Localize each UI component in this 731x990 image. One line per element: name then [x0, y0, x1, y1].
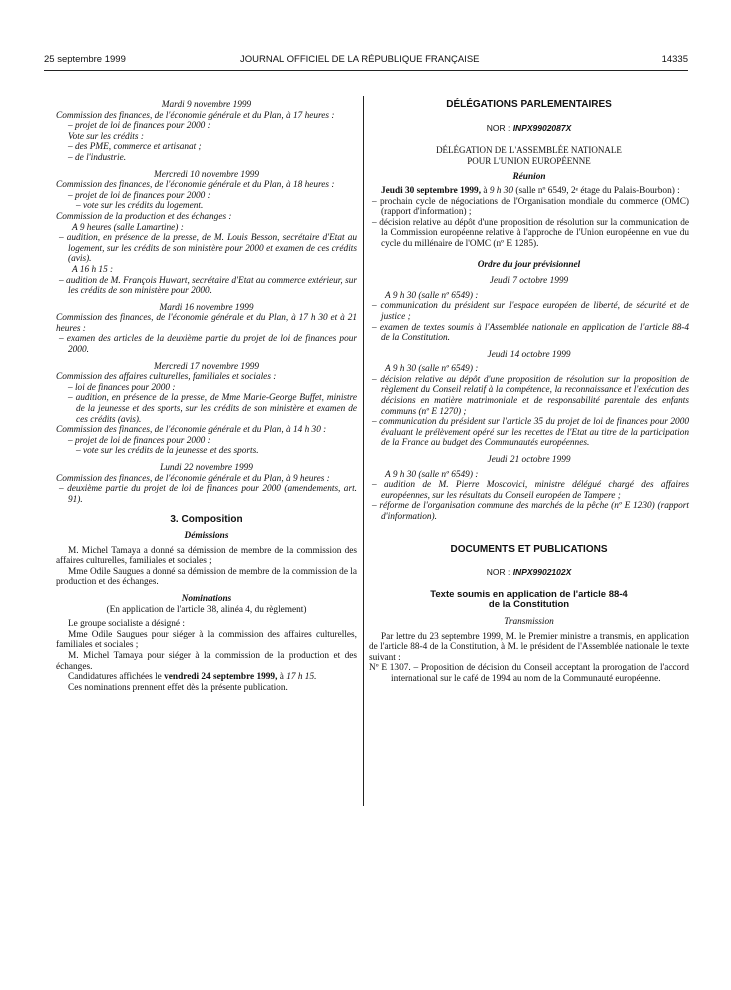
commission-line: Commission des affaires culturelles, familiales et sociales : — [56, 372, 277, 383]
header-date: 25 septembre 1999 — [44, 54, 126, 65]
subsection-title: Transmission — [504, 616, 554, 627]
date-heading: Mercredi 17 novembre 1999 — [153, 361, 260, 372]
text-run: Candidatures affichées le — [68, 672, 162, 683]
section-title: DÉLÉGATIONS PARLEMENTAIRES — [446, 99, 612, 110]
column-divider — [363, 96, 364, 806]
section-title: DOCUMENTS ET PUBLICATIONS — [450, 543, 608, 555]
commission-line: Commission des finances, de l'économie générale et du Plan, à 9 heures : — [56, 473, 330, 484]
subsection-title: Réunion — [512, 172, 546, 183]
nor-reference — [369, 123, 689, 134]
paragraph — [56, 672, 357, 683]
paragraph: Le groupe socialiste a désigné : — [68, 619, 185, 630]
agenda-item: – loi de finances pour 2000 : — [68, 382, 176, 393]
agenda-item: – vote sur les crédits du logement. — [76, 201, 204, 212]
paragraph: M. Michel Tamaya pour siéger à la commission de la production et des échanges. — [56, 650, 357, 672]
subsection-title: Ordre du jour prévisionnel — [477, 259, 581, 270]
time-line: A 16 h 15 : — [72, 264, 114, 275]
agenda-item: – communication du président sur l'article 35 du projet de loi de finances pour 2000 évaluant le prélèvement opéré sur les recettes de l'Etat au titre de la participation de la France au budget des Communautés européennes. — [372, 417, 689, 449]
text-run: (salle nº 6549, 2ᵉ étage du Palais-Bourbon) : — [515, 185, 680, 196]
text-run-bold: vendredi 24 septembre 1999, — [164, 672, 278, 683]
time-line: A 9 h 30 (salle nº 6549) : — [385, 290, 479, 301]
date-heading: Jeudi 14 octobre 1999 — [487, 349, 571, 360]
agenda-item: – projet de loi de finances pour 2000 : — [68, 121, 211, 132]
agenda-item: – décision relative au dépôt d'une proposition de résolution sur la communication de la Commission européenne relative à l'approche de l'Union européenne en vue du cycle du millénaire de l'OMC (nº E 1285). — [372, 217, 689, 249]
paragraph: Mme Odile Saugues a donné sa démission de membre de la commission de la production et des échanges. — [56, 566, 357, 588]
page-header — [44, 54, 688, 68]
nor-label: NOR : — [486, 567, 511, 578]
date-heading: Jeudi 21 octobre 1999 — [487, 455, 571, 466]
commission-line: Commission des finances, de l'économie générale et du Plan, à 17 heures : — [56, 110, 335, 121]
left-column — [56, 100, 357, 693]
nor-reference — [369, 567, 689, 578]
agenda-item: Vote sur les crédits : — [68, 131, 144, 142]
commission-line: Commission des finances, de l'économie générale et du Plan, à 18 heures : — [56, 180, 335, 191]
delegation-name: POUR L'UNION EUROPÉENNE — [467, 155, 591, 166]
meeting-date: Jeudi 30 septembre 1999, — [381, 185, 482, 196]
header-page-number: 14335 — [661, 54, 688, 65]
paragraph: M. Michel Tamaya a donné sa démission de membre de la commission des affaires culturelles, familiales et sociales ; — [56, 545, 357, 567]
commission-line: Commission de la production et des échanges : — [56, 211, 232, 222]
paragraph: Nº E 1307. – Proposition de décision du Conseil acceptant la prorogation de l'accord international sur le café de 1994 au nom de la Communauté européenne. — [369, 663, 689, 684]
date-heading: Lundi 22 novembre 1999 — [160, 463, 253, 473]
date-heading: Mardi 16 novembre 1999 — [159, 302, 254, 313]
right-column — [369, 100, 689, 685]
time-line: A 9 heures (salle Lamartine) : — [72, 222, 184, 233]
agenda-item: – audition de M. François Huwart, secrétaire d'Etat au commerce extérieur, sur les crédits de son ministère pour 2000. — [59, 275, 357, 297]
header-title: JOURNAL OFFICIEL DE LA RÉPUBLIQUE FRANÇAISE — [240, 54, 480, 65]
commission-line: Commission des finances, de l'économie générale et du Plan, à 14 h 30 : — [56, 425, 327, 436]
agenda-item: – communication du président sur l'espace européen de liberté, de sécurité et de justice ; — [372, 301, 689, 322]
agenda-item: – des PME, commerce et artisanat ; — [68, 142, 202, 153]
nor-code: INPX9902102X — [512, 567, 572, 578]
agenda-item: – audition, en présence de la presse, de Mme Marie-George Buffet, ministre de la jeunesse et des sports, sur les crédits de son ministère et examen de ces crédits (avis). — [68, 393, 357, 425]
agenda-item: – audition de M. Pierre Moscovici, ministre délégué chargé des affaires européennes, sur les résultats du Conseil européen de Tampere ; — [372, 480, 689, 501]
text-title: Texte soumis en application de l'article 88-4 — [430, 588, 628, 600]
text-run: à — [279, 672, 284, 683]
agenda-item: – décision relative au dépôt d'une proposition de résolution sur la proposition de règlement du Conseil relatif à la compétence, la reconnaissance et l'exécution des décisions en matière matrimoniale et de responsabilité parentale des enfants communs (nº E 1270) ; — [372, 374, 689, 417]
date-heading: Mardi 9 novembre 1999 — [161, 100, 252, 110]
nor-label: NOR : — [486, 122, 511, 133]
paragraph — [369, 186, 689, 197]
subsection-title: Nominations — [181, 593, 232, 604]
agenda-item: – examen de textes soumis à l'Assemblée nationale en application de l'article 88-4 de la Constitution. — [372, 322, 689, 344]
text-title: de la Constitution — [488, 599, 570, 611]
paragraph: Par lettre du 23 septembre 1999, M. le Premier ministre a transmis, en application de l'article 88-4 de la Constitution, à M. le président de l'Assemblée nationale le texte suivant : — [369, 631, 689, 663]
header-rule — [44, 70, 688, 71]
agenda-item: – vote sur les crédits de la jeunesse et des sports. — [76, 446, 259, 457]
text-run-italic: 17 h 15. — [286, 672, 317, 683]
agenda-item: – examen des articles de la deuxième partie du projet de loi de finances pour 2000. — [59, 334, 357, 356]
time-line: A 9 h 30 (salle nº 6549) : — [385, 469, 479, 480]
nor-code: INPX9902087X — [512, 122, 572, 133]
agenda-item: – audition, en présence de la presse, de M. Louis Besson, secrétaire d'Etat au logement, sur les crédits de son ministère pour 2000 et examen de ces crédits (avis). — [59, 233, 357, 265]
paragraph: Mme Odile Saugues pour siéger à la commission des affaires culturelles, familiales et sociales ; — [56, 629, 357, 651]
agenda-item: – deuxième partie du projet de loi de finances pour 2000 (amendements, art. 91). — [59, 484, 357, 505]
agenda-item: – prochain cycle de négociations de l'Organisation mondiale du commerce (OMC) (rapport d'information) ; — [372, 196, 689, 218]
agenda-item: – réforme de l'organisation commune des marchés de la pêche (nº E 1230) (rapport d'information). — [372, 501, 689, 522]
time-line: A 9 h 30 (salle nº 6549) : — [385, 364, 479, 375]
subsection-title: Démissions — [184, 530, 229, 541]
subtitle: (En application de l'article 38, alinéa 4, du règlement) — [106, 604, 307, 615]
date-heading: Mercredi 10 novembre 1999 — [153, 169, 260, 180]
agenda-item: – projet de loi de finances pour 2000 : — [68, 435, 211, 446]
text-run: à — [483, 185, 488, 196]
section-title: 3. Composition — [170, 514, 243, 526]
agenda-item: – projet de loi de finances pour 2000 : — [68, 190, 211, 201]
date-heading: Jeudi 7 octobre 1999 — [489, 276, 569, 287]
delegation-name: DÉLÉGATION DE L'ASSEMBLÉE NATIONALE — [436, 145, 622, 156]
agenda-item: – de l'industrie. — [68, 152, 127, 163]
commission-line: Commission des finances, de l'économie générale et du Plan, à 17 h 30 et à 21 heures : — [56, 313, 357, 334]
paragraph: Ces nominations prennent effet dès la présente publication. — [68, 682, 288, 693]
meeting-time: 9 h 30 — [489, 185, 514, 196]
